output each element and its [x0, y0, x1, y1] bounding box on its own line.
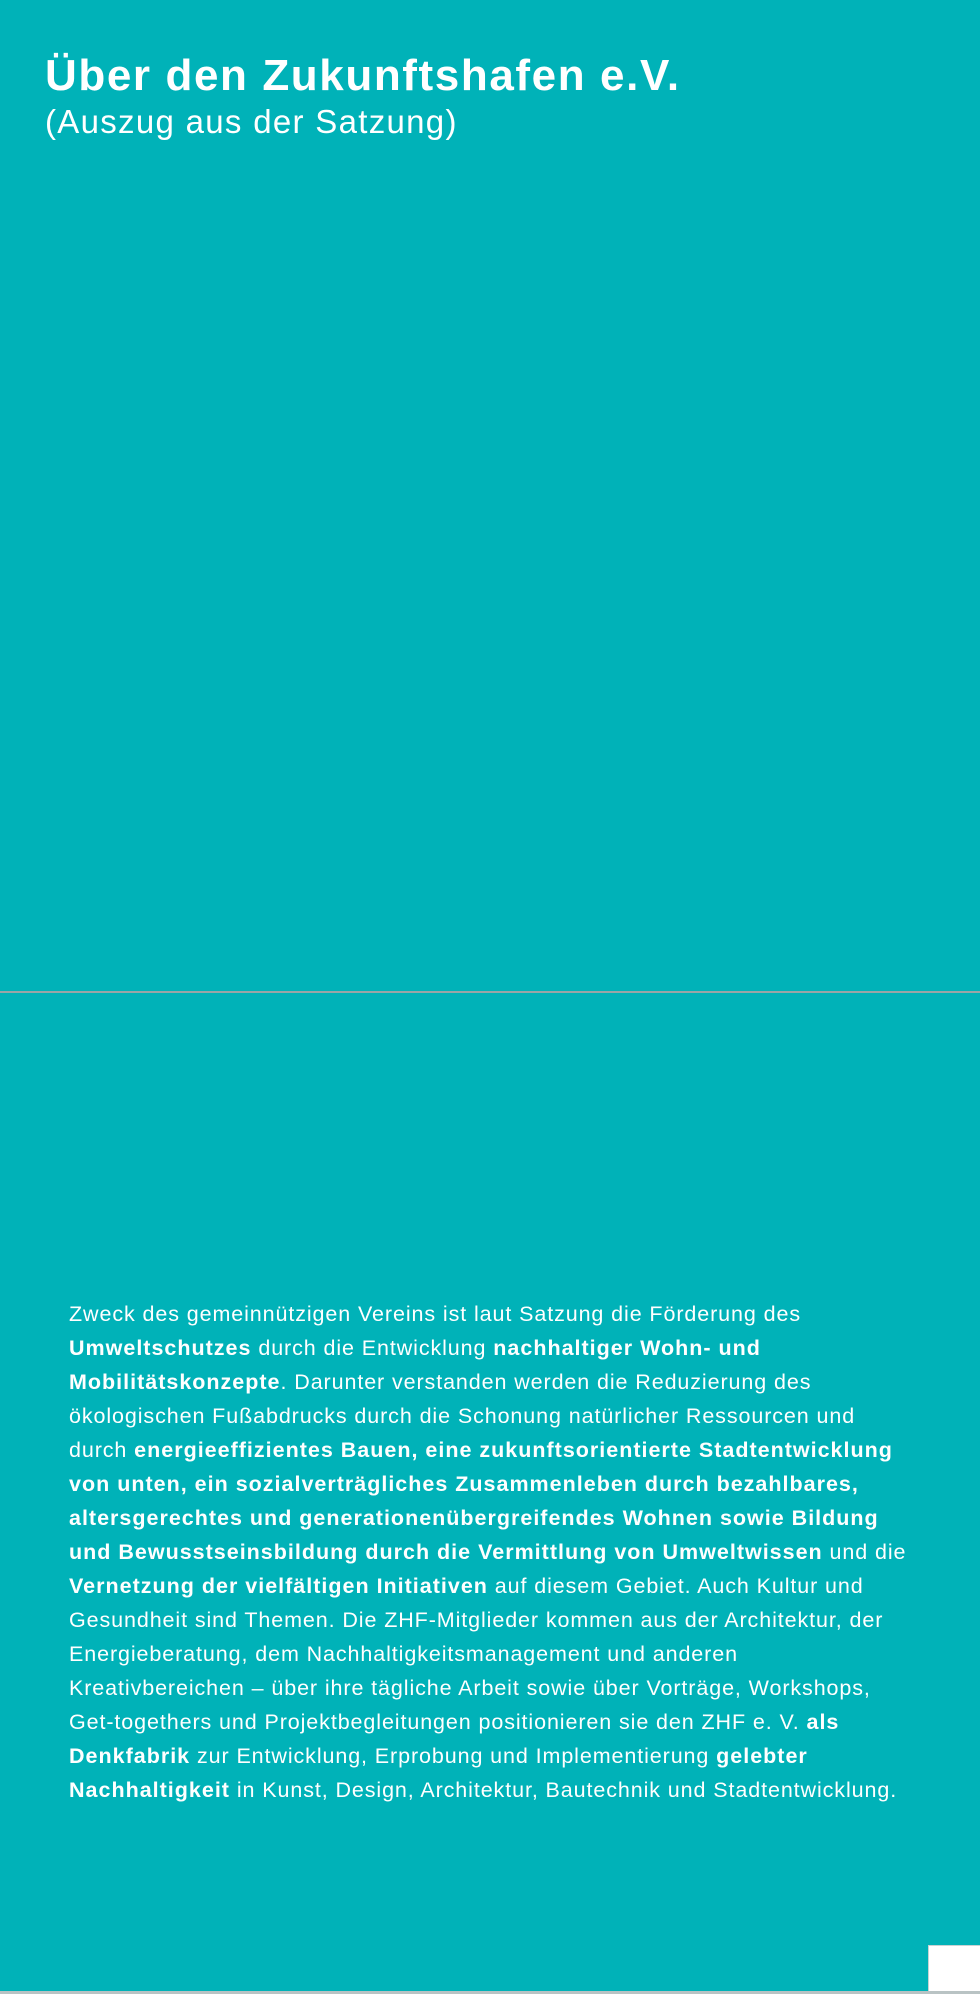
- statute-paragraph: [69, 1297, 919, 1807]
- text-segment-bold: energieeffizientes Bauen, eine zukunftsorientierte Stadtentwicklung von unten, ein sozialverträgliches Zusammenleben durch bezahlbares, altersgerechtes und generationenübergreifendes Wohnen sowie Bildung und Bewusstseinsbildung durch die Vermittlung von Umweltwissen: [69, 1438, 893, 1564]
- text-segment: auf diesem Gebiet. Auch Kultur und Gesundheit sind Themen. Die ZHF-Mitglieder kommen aus der Architektur, der Energieberatung, dem Nachhaltigkeitsmanagement und anderen Kreativbereichen – über ihre tägliche Arbeit sowie über Vorträge, Workshops, Get-togethers und Projektbegleitungen positionieren sie den ZHF e. V.: [69, 1574, 884, 1734]
- section-divider: [0, 991, 980, 993]
- page-subtitle: (Auszug aus der Satzung): [45, 103, 458, 140]
- text-segment: Zweck des gemeinnützigen Vereins ist laut Satzung die Förderung des: [69, 1302, 801, 1326]
- hero-section: [0, 0, 980, 991]
- text-segment-bold: Vernetzung der vielfältigen Initiativen: [69, 1574, 488, 1598]
- corner-widget[interactable]: [928, 1945, 980, 1991]
- text-segment-bold: als Denkfabrik: [69, 1710, 840, 1768]
- text-segment: und die: [822, 1540, 907, 1564]
- text-segment: zur Entwicklung, Erprobung und Implementierung: [190, 1744, 717, 1768]
- text-segment-bold: Umweltschutzes: [69, 1336, 252, 1360]
- text-segment-bold: nachhaltiger Wohn- und Mobilitätskonzepte: [69, 1336, 761, 1394]
- text-segment: . Darunter verstanden werden die Reduzierung des ökologischen Fußabdrucks durch die Schonung natürlicher Ressourcen und durch: [69, 1370, 856, 1462]
- page-title: Über den Zukunftshafen e.V.: [45, 51, 681, 100]
- text-segment: in Kunst, Design, Architektur, Bautechnik und Stadtentwicklung.: [229, 1778, 898, 1802]
- text-segment-bold: gelebter Nachhaltigkeit: [69, 1744, 808, 1802]
- text-segment: durch die Entwicklung: [251, 1336, 494, 1360]
